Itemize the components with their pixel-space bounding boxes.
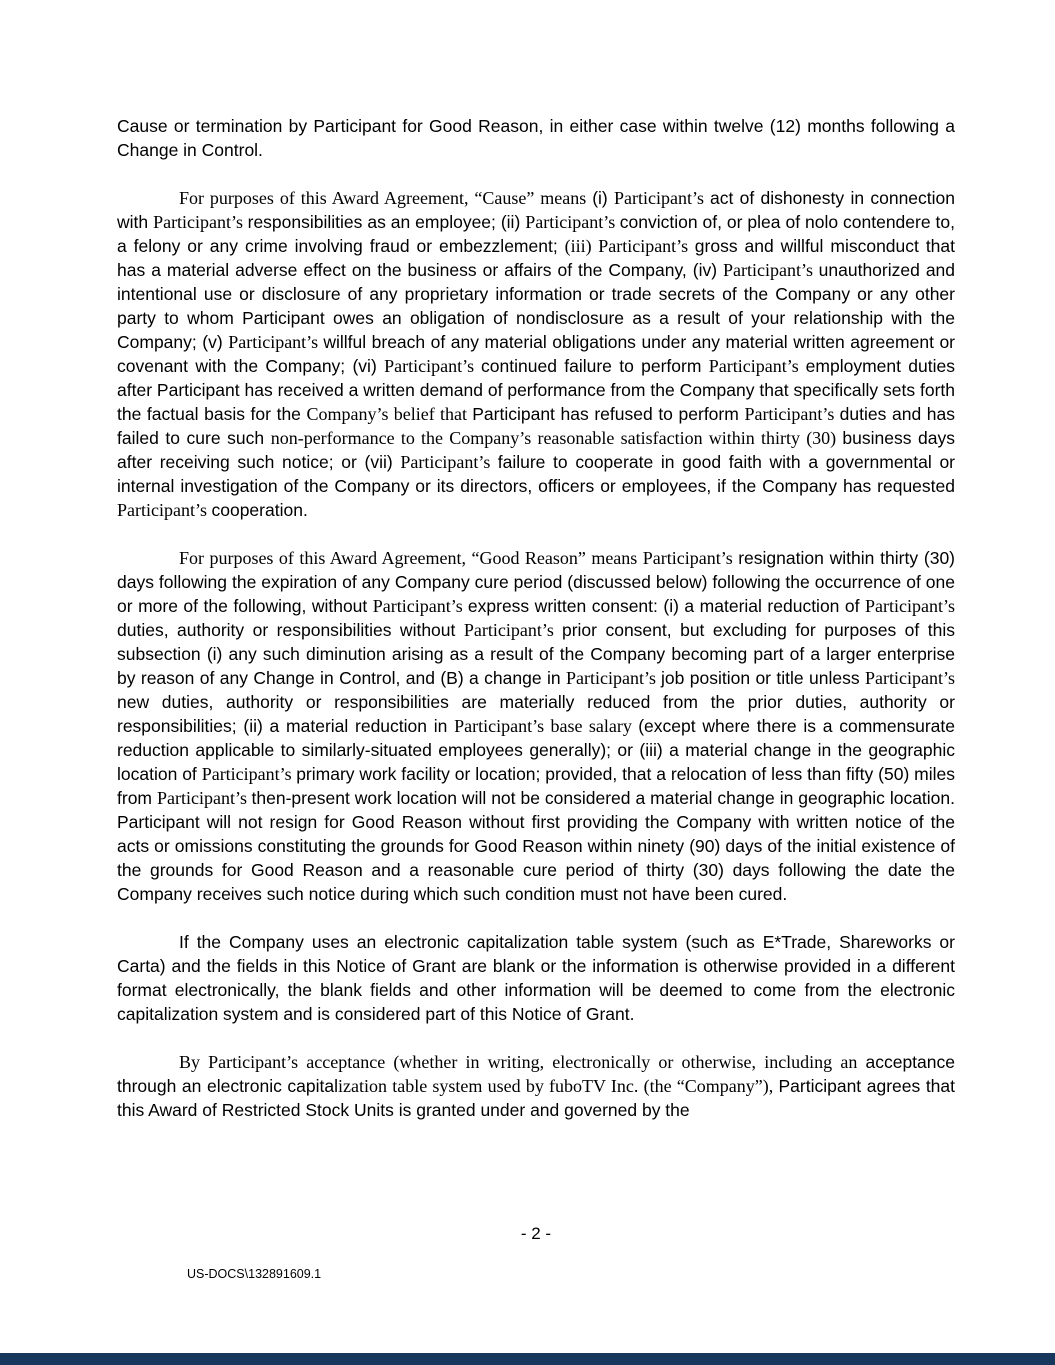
text-segment: Participant’s — [708, 356, 806, 376]
text-segment: Participant’s — [156, 788, 252, 808]
text-segment: Cause or termination by Participant for Good Reason, in either case within twelve (12) months following a Change in Control. — [117, 116, 955, 160]
text-segment: gross and willful misconduct that has a material adverse effect on the business or affairs of the Company, (iv) — [117, 236, 956, 280]
text-segment: duties and has failed to cure such — [117, 404, 955, 448]
paragraph — [117, 186, 955, 522]
text-segment: Participant agrees that this Award of Restricted Stock Units is granted under and governed by the — [117, 1076, 956, 1120]
paragraph — [117, 546, 955, 906]
text-segment: Participant’s — [525, 212, 620, 232]
paragraph — [117, 930, 955, 1026]
text-segment: business days after receiving such notice; or (vii) — [117, 428, 955, 472]
paragraph — [117, 114, 955, 162]
text-segment: continued failure to perform — [481, 356, 709, 376]
text-segment: acceptance through an electronic capital — [117, 1052, 955, 1096]
text-segment: Participant’s — [201, 764, 297, 784]
text-segment: resignation within thirty (30) days following the expiration of any Company cure period (discussed below) following the occurrence of one or more of the following, without — [117, 548, 956, 616]
text-segment: Participant’s — [384, 356, 482, 376]
bottom-bar — [0, 1353, 1055, 1365]
text-segment: Participant’s — [744, 404, 840, 424]
text-segment: Participant’s — [565, 668, 661, 688]
text-segment: responsibilities as an employee; (ii) — [247, 212, 526, 232]
text-segment: Participant’s — [463, 620, 562, 640]
document-body — [117, 114, 955, 1146]
document-id-footer: US-DOCS\132891609.1 — [187, 1267, 322, 1281]
text-segment: duties, authority or responsibilities without — [117, 620, 464, 640]
text-segment: primary work facility or location; provided, that a relocation of less than fifty (50) miles from — [117, 764, 956, 808]
text-segment: Participant’s — [117, 500, 212, 520]
text-segment: act of dishonesty in connection with — [117, 188, 956, 232]
text-segment: Participant’s — [865, 596, 955, 616]
text-segment: Participant’s — [228, 332, 324, 352]
text-segment: For purposes of this Award Agreement, “Good Reason” means Participant’s — [179, 548, 739, 568]
text-segment: job position or title unless — [661, 668, 866, 688]
text-segment: (except where there is a commensurate reduction applicable to similarly-situated employees generally); or (iii) a material change in the geographic location of — [117, 716, 955, 784]
text-segment: For purposes of this Award Agreement, “Cause” means — [179, 188, 593, 208]
text-segment: Participant’s — [372, 596, 468, 616]
text-segment: cooperation. — [211, 500, 308, 520]
text-segment: unauthorized and intentional use or disclosure of any proprietary information or trade secrets of the Company or any other party to whom Participant owes an obligation of nondisclosure as a result of your relationship with the Company; (v) — [117, 260, 956, 352]
page-number: - 2 - — [520, 1224, 552, 1243]
text-segment: By Participant’s acceptance (whether in writing, electronically or otherwise, including an — [179, 1052, 866, 1072]
text-segment: (i) — [592, 188, 615, 208]
text-segment: express written consent: (i) a material reduction of — [467, 596, 866, 616]
text-segment: If the Company uses an electronic capitalization table system (such as E*Trade, Shareworks or Carta) and the fields in this Notice of Grant are blank or the information is otherwise provided in a different format electronically, the blank fields and other information will be deemed to come from the electronic capitalization system and is considered part of this Notice of Grant. — [117, 932, 955, 1024]
text-segment: Participant’s — [865, 668, 955, 688]
text-segment: conviction of, or plea of nolo contendere to, a felony or any crime involving fraud or embezzlement; — [117, 212, 955, 256]
text-segment: ization table system used by fuboTV Inc. (the “Company”), — [338, 1076, 779, 1096]
text-segment: Participant’s — [400, 452, 498, 472]
text-segment: new duties, authority or responsibilities are materially reduced from the prior duties, authority or responsibilities; (ii) a material reduction in — [117, 692, 955, 736]
text-segment: Participant’s — [153, 212, 248, 232]
text-segment: non-performance to the Company’s reasonable satisfaction within thirty (30) — [270, 428, 843, 448]
text-segment: Participant’s — [614, 188, 710, 208]
text-segment: Participant has refused to perform — [472, 404, 745, 424]
text-segment: willful breach of any material obligations under any material written agreement or covenant with the Company; (vi) — [117, 332, 956, 376]
text-segment: Participant’s base salary — [454, 716, 639, 736]
text-segment: failure to cooperate in good faith with a governmental or internal investigation of the Company or its directors, officers or employees, if the Company has requested — [117, 452, 956, 496]
text-segment: Participant’s — [723, 260, 819, 280]
paragraph — [117, 1050, 955, 1122]
text-segment: (iii) Participant’s — [564, 236, 695, 256]
text-segment: prior consent, but excluding for purposes of this subsection (i) any such diminution arising as a result of the Company becoming part of a larger enterprise by reason of any Change in Control, and (B) a change in — [117, 620, 955, 688]
text-segment: employment duties after Participant has received a written demand of performance from the Company that specifically sets forth the factual basis for the — [117, 356, 955, 424]
text-segment: Company’s belief that — [306, 404, 473, 424]
text-segment: then-present work location will not be considered a material change in geographic location. Participant will not resign for Good Reason without first providing the Company with written notice of the acts or omissions constituting the grounds for Good Reason within ninety (90) days of the initial existence of the grounds for Good Reason and a reasonable cure period of thirty (30) days following the date the Company receives such notice during which such condition must not have been cured. — [117, 788, 956, 904]
